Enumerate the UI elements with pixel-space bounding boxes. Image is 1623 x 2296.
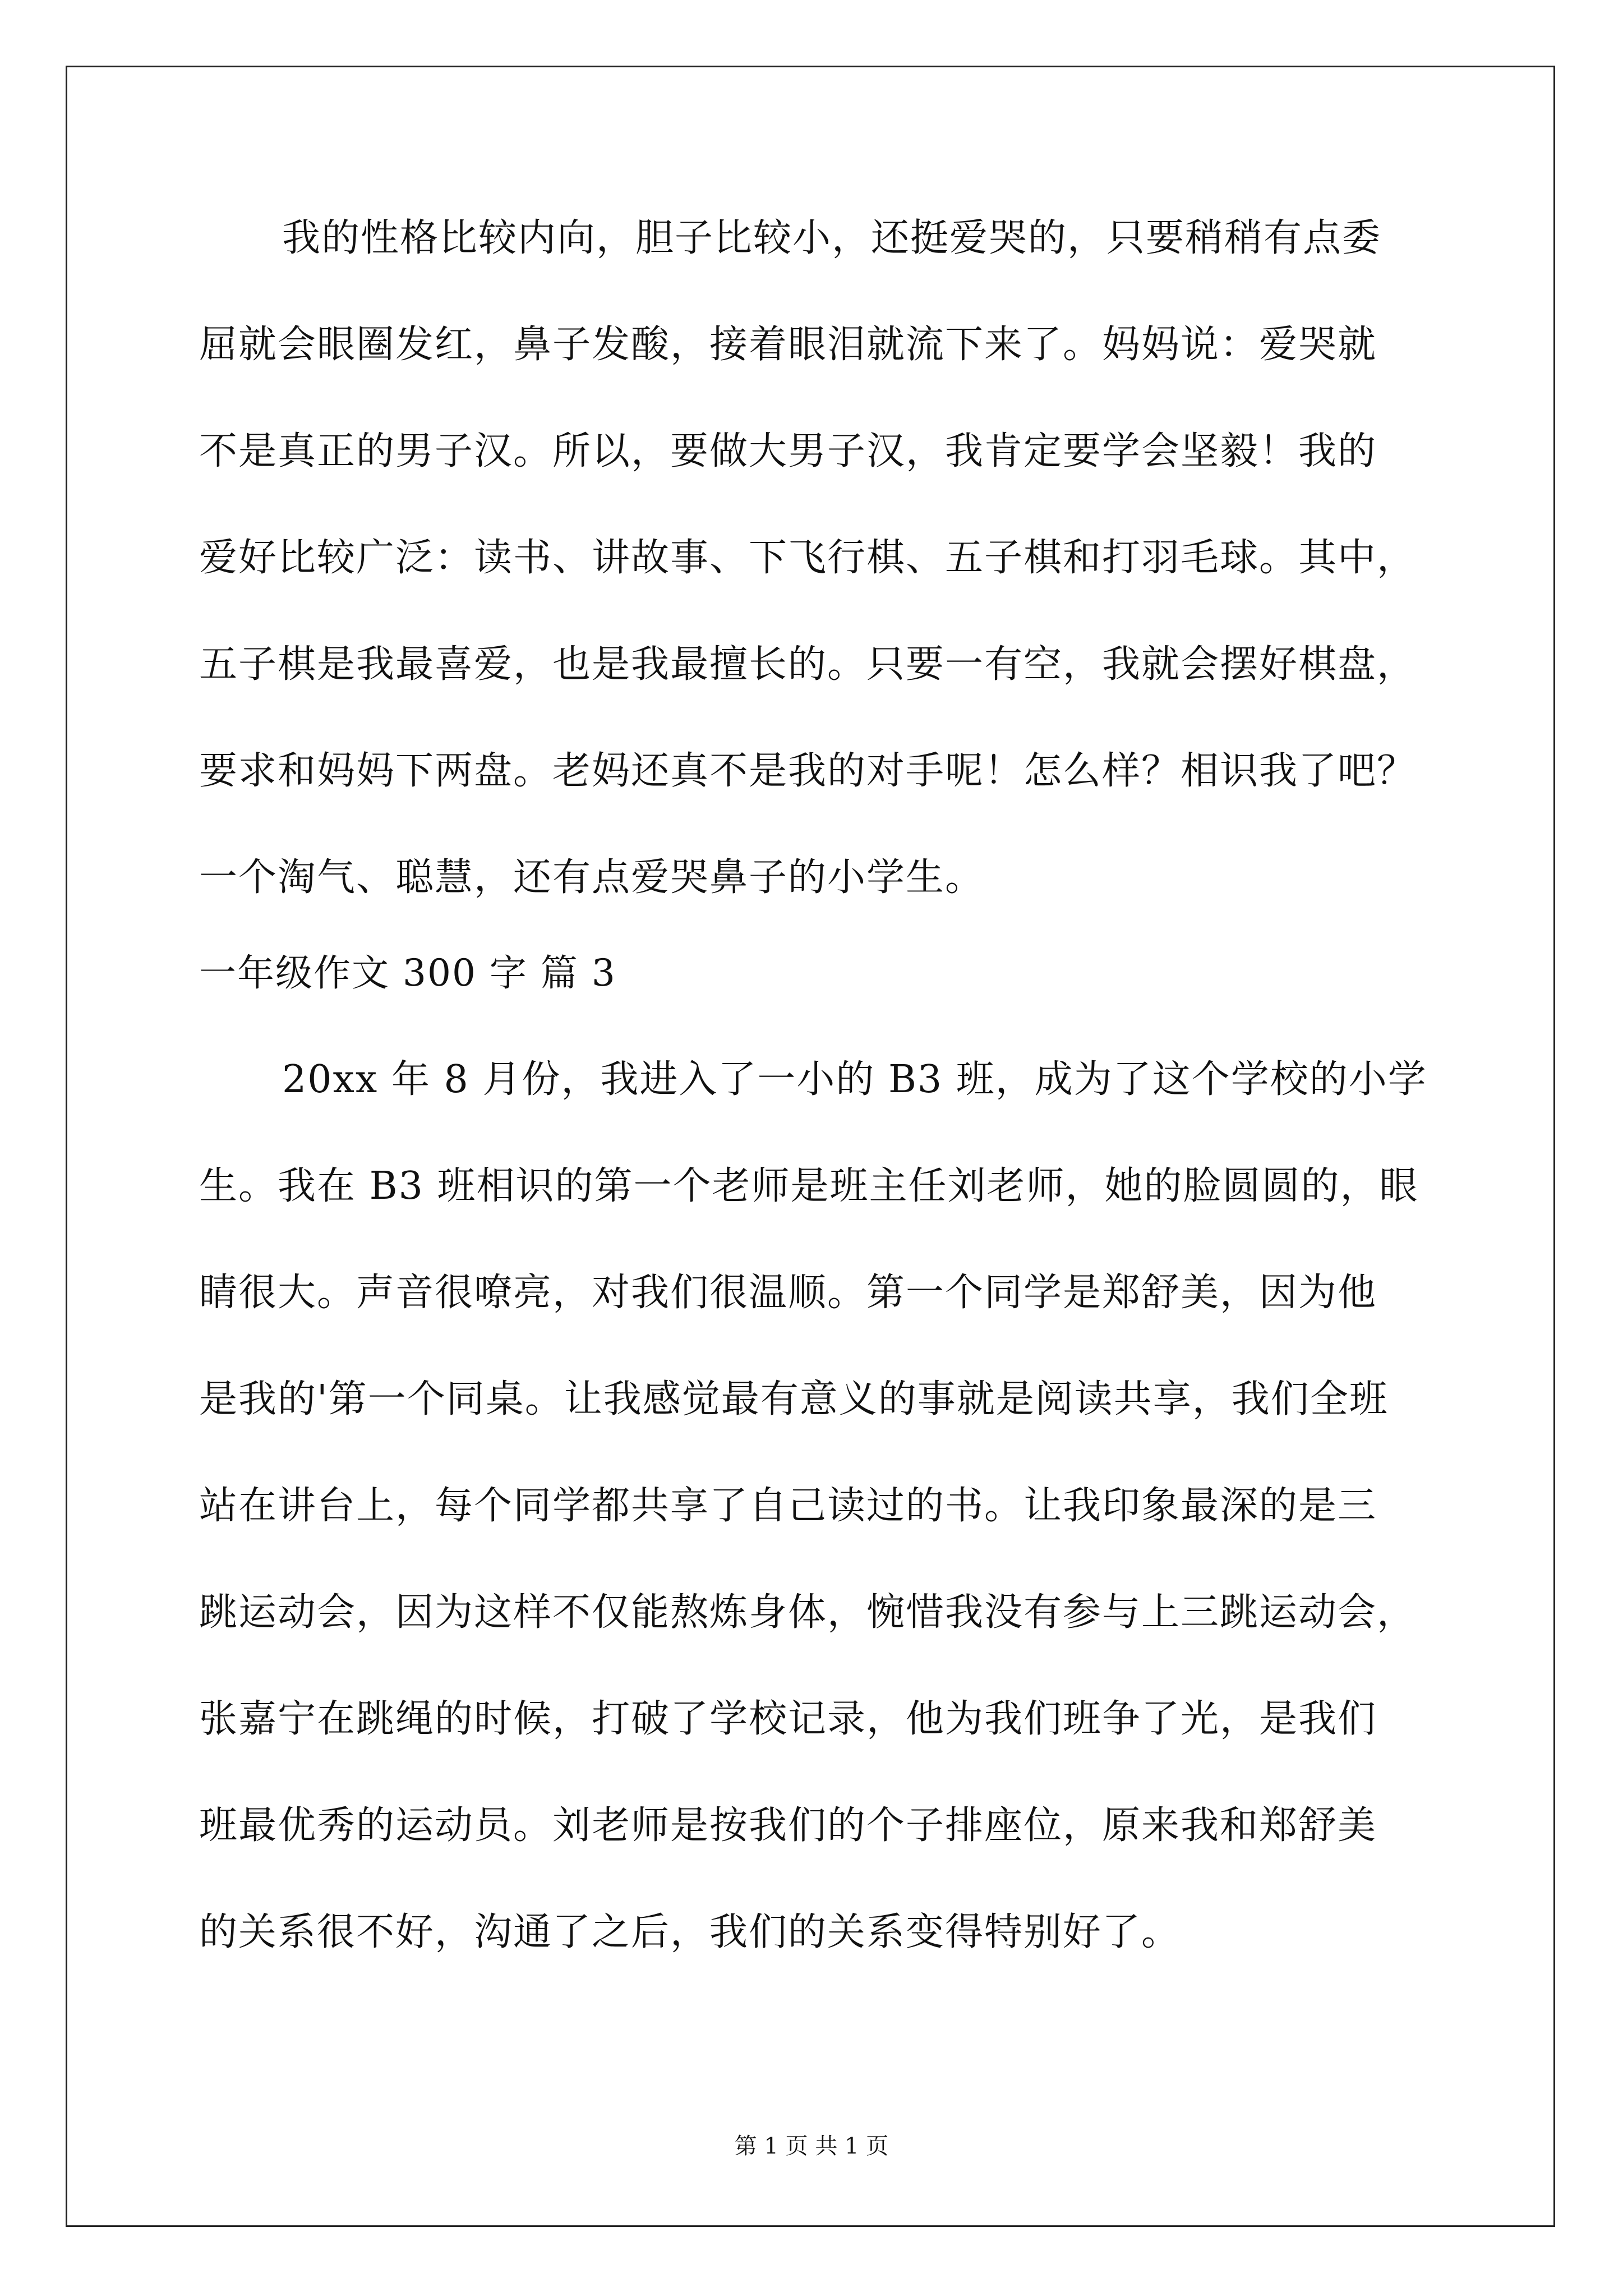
- section-heading: 一年级作文 300 字 篇 3: [199, 951, 616, 995]
- paragraph-1-line-2: 屈就会眼圈发红，鼻子发酸，接着眼泪就流下来了。妈妈说：爱哭就: [199, 323, 1377, 367]
- paragraph-2-line-4: 是我的'第一个同桌。让我感觉最有意义的事就是阅读共享，我们全班: [199, 1377, 1389, 1421]
- paragraph-2-line-2: 生。我在 B3 班相识的第一个老师是班主任刘老师，她的脸圆圆的，眼: [199, 1164, 1419, 1208]
- paragraph-2-line-1: 20xx 年 8 月份，我进入了一小的 B3 班，成为了这个学校的小学: [282, 1057, 1427, 1102]
- page-border: [66, 66, 1555, 2227]
- paragraph-2-line-9: 的关系很不好，沟通了之后，我们的关系变得特别好了。: [199, 1910, 1181, 1954]
- paragraph-1-line-3: 不是真正的男子汉。所以，要做大男子汉，我肯定要学会坚毅！我的: [199, 429, 1377, 473]
- page-number-footer: 第 1 页 共 1 页: [734, 2133, 889, 2159]
- paragraph-1-line-7: 一个淘气、聪慧，还有点爱哭鼻子的小学生。: [199, 855, 985, 900]
- paragraph-1-line-5: 五子棋是我最喜爱，也是我最擅长的。只要一有空，我就会摆好棋盘，: [199, 642, 1417, 687]
- paragraph-2-line-7: 张嘉宁在跳绳的时候，打破了学校记录，他为我们班争了光，是我们: [199, 1697, 1377, 1741]
- paragraph-2-line-5: 站在讲台上，每个同学都共享了自己读过的书。让我印象最深的是三: [199, 1484, 1377, 1528]
- paragraph-1-line-6: 要求和妈妈下两盘。老妈还真不是我的对手呢！怎么样？相识我了吧？: [199, 749, 1417, 793]
- paragraph-1-line-4: 爱好比较广泛：读书、讲故事、下飞行棋、五子棋和打羽毛球。其中，: [199, 536, 1417, 580]
- paragraph-2-line-3: 睛很大。声音很嘹亮，对我们很温顺。第一个同学是郑舒美，因为他: [199, 1271, 1377, 1315]
- paragraph-2-line-8: 班最优秀的运动员。刘老师是按我们的个子排座位，原来我和郑舒美: [199, 1803, 1377, 1848]
- paragraph-2-line-6: 跳运动会，因为这样不仅能熬炼身体，惋惜我没有参与上三跳运动会，: [199, 1590, 1417, 1635]
- paragraph-1-line-1: 我的性格比较内向，胆子比较小，还挺爱哭的，只要稍稍有点委: [282, 216, 1382, 260]
